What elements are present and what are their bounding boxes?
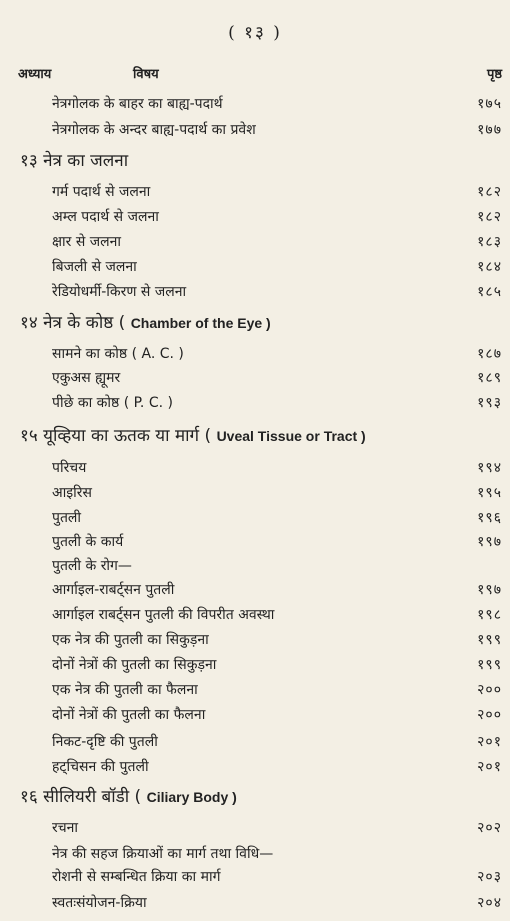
chapter-heading (0, 423, 510, 447)
title-text: आइरिस (52, 485, 92, 501)
title-text: आर्गाइल राबर्ट्सन पुतली की विपरीत अवस्था (52, 607, 275, 623)
entry-page-number: २०१ (477, 734, 502, 750)
entry-title (52, 580, 174, 599)
contents-entry (0, 344, 510, 368)
chapter-title (20, 310, 271, 333)
entry-title (52, 182, 150, 201)
entry-page-number: १८२ (477, 209, 502, 225)
contents-entry (0, 630, 510, 654)
title-text: बिजली से जलना (52, 259, 137, 275)
contents-entry (0, 182, 510, 206)
entry-page-number: १८४ (477, 259, 502, 275)
contents-entry (0, 257, 510, 281)
contents-entry (0, 844, 510, 868)
entry-page-number: २०० (477, 707, 502, 723)
title-text: पीछे का कोष्ठ ( P. C. ) (52, 395, 173, 411)
title-text: एक नेत्र की पुतली का फैलना (52, 682, 198, 698)
title-text: क्षार से जलना (52, 234, 122, 250)
contents-entry (0, 207, 510, 231)
page-column-header: पृष्ठ (486, 67, 502, 82)
title-text: नेत्र की सहज क्रियाओं का मार्ग तथा विधि— (52, 846, 274, 862)
entry-title (52, 94, 223, 113)
entry-page-number: २०३ (477, 869, 502, 885)
entry-page-number: १९६ (477, 510, 502, 526)
contents-entry (0, 483, 510, 507)
title-text: १६ सीलियरी बॉडी ( (20, 787, 142, 807)
contents-entry (0, 508, 510, 532)
contents-entry (0, 393, 510, 417)
entry-page-number: २०४ (477, 895, 502, 911)
title-text: दोनों नेत्रों की पुतली का फैलना (52, 707, 206, 723)
entry-title (52, 368, 120, 387)
title-text: एक नेत्र की पुतली का सिकुड़ना (52, 632, 209, 648)
title-text: परिचय (52, 460, 87, 476)
entry-title (52, 757, 149, 776)
entry-title (52, 556, 132, 575)
contents-entry (0, 893, 510, 917)
entry-title (52, 232, 121, 251)
title-text: पुतली के रोग— (52, 558, 132, 574)
chapter-heading (0, 310, 510, 334)
title-text: १३ नेत्र का जलना (20, 151, 129, 171)
entry-title (52, 818, 78, 837)
contents-entry (0, 282, 510, 306)
entry-title (52, 844, 273, 863)
title-text: नेत्रगोलक के बाहर का बाह्य-पदार्थ (52, 96, 223, 112)
entry-title (52, 483, 92, 502)
contents-entry (0, 120, 510, 144)
english-title: Chamber of the Eye ) (130, 315, 271, 331)
chapter-heading (0, 784, 510, 808)
entry-title (52, 732, 158, 751)
contents-entry (0, 458, 510, 482)
title-text: आर्गाइल-राबर्ट्सन पुतली (52, 582, 175, 598)
contents-entry (0, 368, 510, 392)
entry-page-number: १८७ (477, 346, 502, 362)
contents-entry (0, 867, 510, 891)
entry-page-number: १९७ (477, 582, 502, 598)
contents-entry (0, 655, 510, 679)
entry-title (52, 344, 184, 363)
entry-title (52, 680, 198, 699)
chapter-title (20, 148, 128, 171)
title-text: निकट-दृष्टि की पुतली (52, 734, 158, 750)
title-text: एकुअस ह्यूमर (52, 370, 121, 386)
entry-page-number: १९७ (477, 534, 502, 550)
subject-column-header: विषय (133, 67, 159, 82)
title-text: १५ यूव्हिया का ऊतक या मार्ग ( (20, 426, 212, 446)
contents-entry (0, 605, 510, 629)
entry-page-number: १९९ (477, 632, 502, 648)
chapter-column-header: अध्याय (18, 67, 52, 82)
entry-page-number: २०० (477, 682, 502, 698)
entry-title (52, 508, 81, 527)
entry-page-number: १९९ (477, 657, 502, 673)
entry-page-number: १९३ (477, 395, 502, 411)
page-number: ( १३ ) (228, 23, 282, 43)
contents-entry (0, 94, 510, 118)
title-text: पुतली (52, 510, 82, 526)
contents-entry (0, 556, 510, 580)
entry-title (52, 705, 205, 724)
title-text: रोशनी से सम्बन्धित क्रिया का मार्ग (52, 869, 221, 885)
chapter-title (20, 784, 237, 807)
entry-title (52, 282, 186, 301)
entry-page-number: १९४ (477, 460, 502, 476)
entry-title (52, 605, 274, 624)
entry-page-number: १८३ (477, 234, 502, 250)
entry-page-number: १८२ (477, 184, 502, 200)
chapter-title (20, 423, 366, 446)
entry-page-number: १८५ (477, 284, 502, 300)
entry-title (52, 655, 216, 674)
entry-page-number: १९५ (477, 485, 502, 501)
entry-title (52, 393, 173, 412)
title-text: सामने का कोष्ठ ( A. C. ) (52, 346, 184, 362)
title-text: रचना (52, 820, 79, 836)
entry-title (52, 532, 123, 551)
entry-page-number: २०१ (477, 759, 502, 775)
entry-title (52, 458, 86, 477)
contents-entry (0, 580, 510, 604)
title-text: स्वतःसंयोजन-क्रिया (52, 895, 147, 911)
title-text: १४ नेत्र के कोष्ठ ( (20, 313, 126, 333)
title-text: रेडियोधर्मी-किरण से जलना (52, 284, 187, 300)
contents-entry (0, 757, 510, 781)
title-text: पुतली के कार्य (52, 534, 124, 550)
english-title: Uveal Tissue or Tract ) (216, 428, 366, 444)
title-text: गर्म पदार्थ से जलना (52, 184, 151, 200)
title-text: नेत्रगोलक के अन्दर बाह्य-पदार्थ का प्रवेश (52, 122, 256, 138)
contents-entry (0, 232, 510, 256)
contents-entry (0, 732, 510, 756)
contents-entry (0, 532, 510, 556)
entry-page-number: १९८ (477, 607, 502, 623)
entry-page-number: २०२ (477, 820, 502, 836)
english-title: Ciliary Body ) (146, 789, 237, 805)
contents-entry (0, 680, 510, 704)
title-text: दोनों नेत्रों की पुतली का सिकुड़ना (52, 657, 217, 673)
entry-title (52, 207, 159, 226)
entry-page-number: १७७ (477, 122, 502, 138)
entry-title (52, 867, 220, 886)
entry-title (52, 630, 209, 649)
title-text: हट्चिसन की पुतली (52, 759, 149, 775)
entry-page-number: १८९ (477, 370, 502, 386)
entry-title (52, 257, 137, 276)
contents-entry (0, 818, 510, 842)
entry-page-number: १७५ (477, 96, 502, 112)
entry-title (52, 120, 256, 139)
title-text: अम्ल पदार्थ से जलना (52, 209, 159, 225)
chapter-heading (0, 148, 510, 172)
contents-entry (0, 705, 510, 729)
entry-title (52, 893, 147, 912)
